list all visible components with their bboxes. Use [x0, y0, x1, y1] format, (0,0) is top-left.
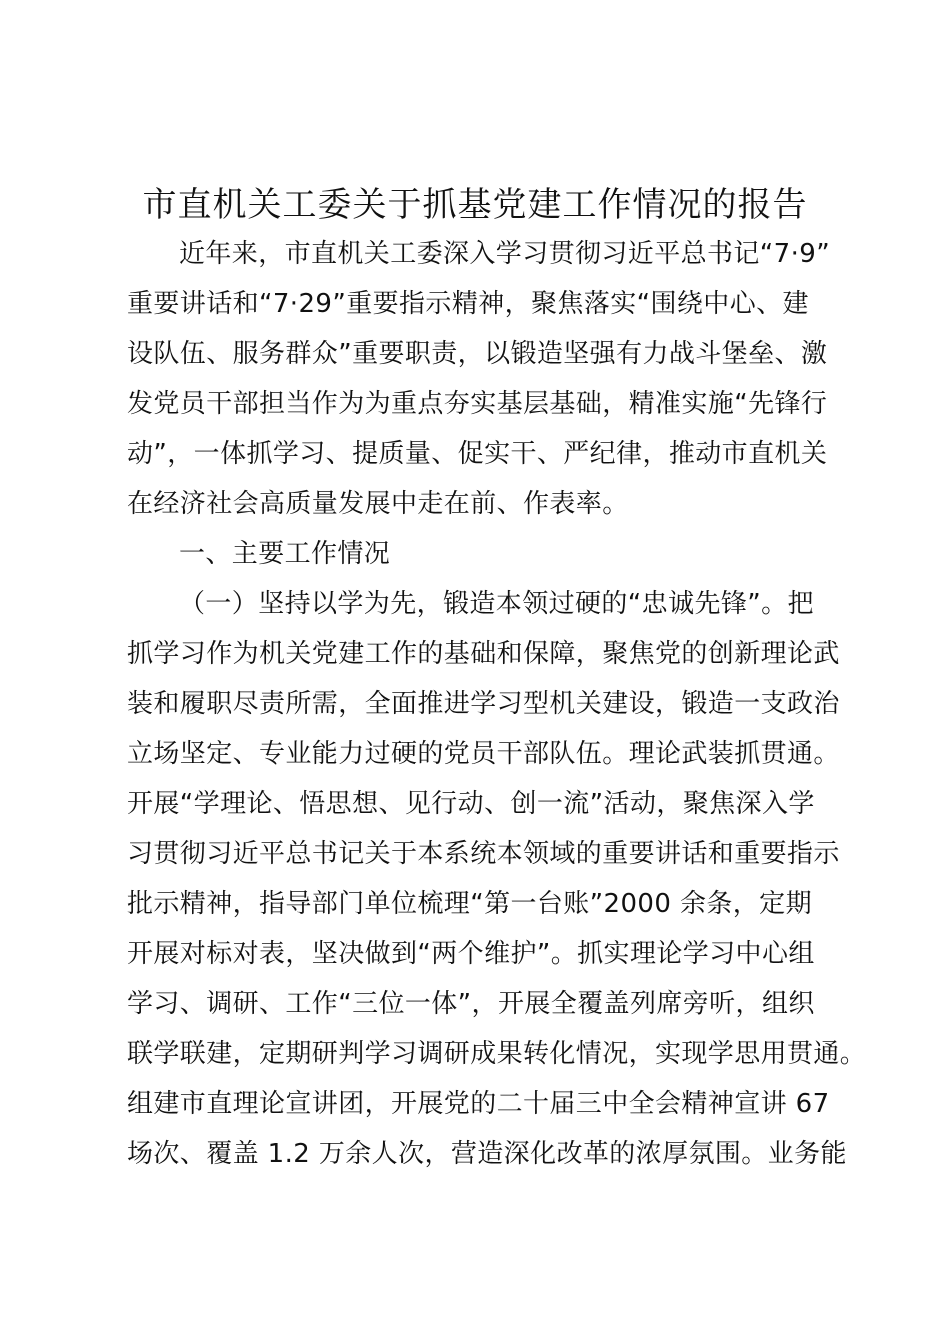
paragraph-line: 设队伍、服务群众”重要职责，以锻造坚强有力战斗堡垒、激	[127, 339, 828, 369]
paragraph-line: 发党员干部担当作为为重点夯实基层基础，精准实施“先锋行	[127, 389, 828, 419]
paragraph-line: 场次、覆盖 1.2 万余人次，营造深化改革的浓厚氛围。业务能	[127, 1139, 847, 1169]
section-heading: 一、主要工作情况	[179, 539, 391, 569]
paragraph-line: 开展“学理论、悟思想、见行动、创一流”活动，聚焦深入学	[127, 789, 815, 819]
paragraph-line: 立场坚定、专业能力过硬的党员干部队伍。理论武装抓贯通。	[127, 739, 840, 769]
paragraph-line: 装和履职尽责所需，全面推进学习型机关建设，锻造一支政治	[127, 689, 840, 719]
paragraph-line: 联学联建，定期研判学习调研成果转化情况，实现学思用贯通。	[127, 1039, 867, 1069]
paragraph-line: 抓学习作为机关党建工作的基础和保障，聚焦党的创新理论武	[127, 639, 840, 669]
paragraph-line: 学习、调研、工作“三位一体”，开展全覆盖列席旁听，组织	[127, 989, 815, 1019]
paragraph-line: 习贯彻习近平总书记关于本系统本领域的重要讲话和重要指示	[127, 839, 840, 869]
paragraph-line: 组建市直理论宣讲团，开展党的二十届三中全会精神宣讲 67	[127, 1089, 830, 1119]
paragraph-line: 批示精神，指导部门单位梳理“第一台账”2000 余条，定期	[127, 889, 812, 919]
paragraph-line: 开展对标对表，坚决做到“两个维护”。抓实理论学习中心组	[127, 939, 815, 969]
paragraph-line: 动”，一体抓学习、提质量、促实干、严纪律，推动市直机关	[127, 439, 828, 469]
document-title: 市直机关工委关于抓基党建工作情况的报告	[142, 185, 808, 225]
paragraph-line: 在经济社会高质量发展中走在前、作表率。	[127, 489, 629, 519]
paragraph-line: 近年来，市直机关工委深入学习贯彻习近平总书记“7·9”	[179, 239, 831, 269]
paragraph-line: （一）坚持以学为先，锻造本领过硬的“忠诚先锋”。把	[179, 589, 814, 619]
paragraph-line: 重要讲话和“7·29”重要指示精神，聚焦落实“围绕中心、建	[127, 289, 809, 319]
